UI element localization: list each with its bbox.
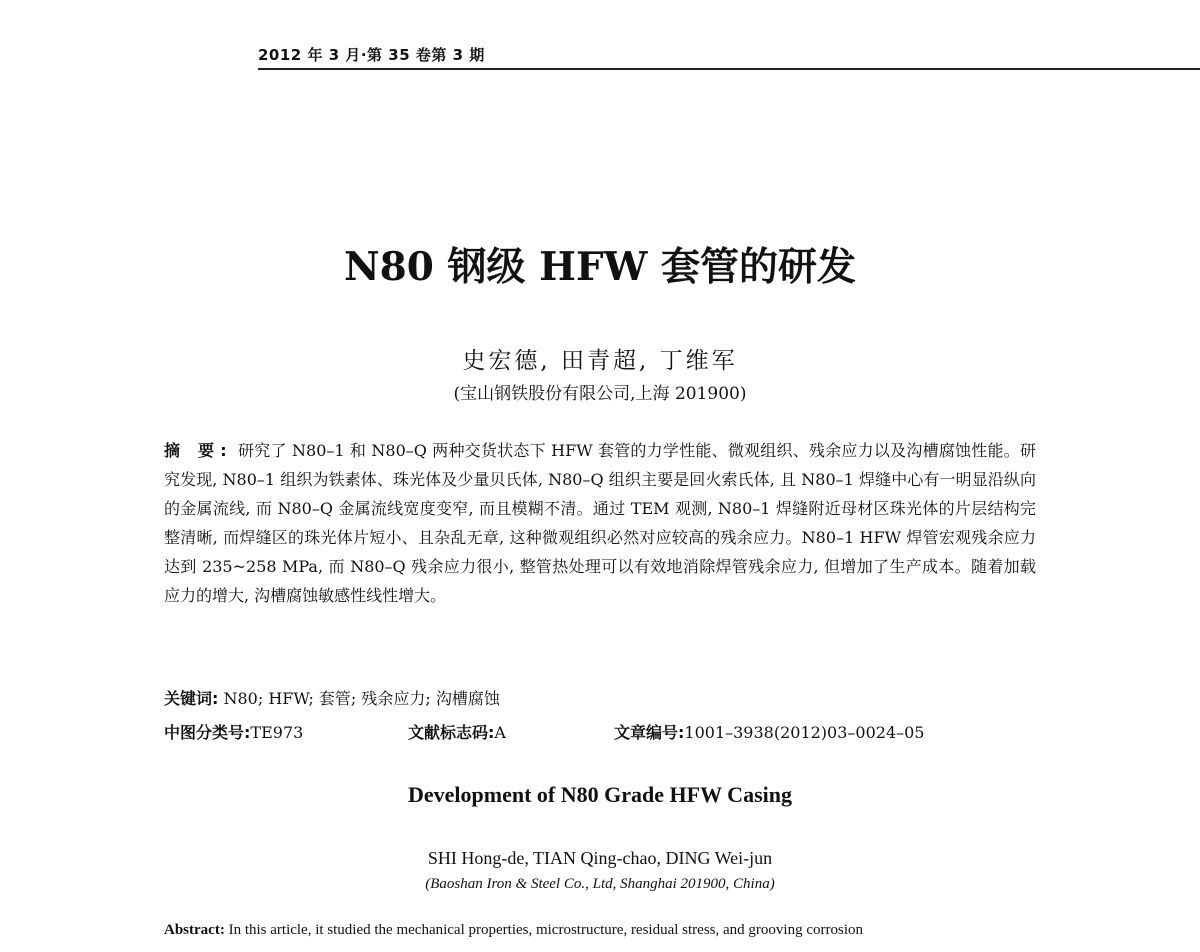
keywords: [164, 684, 1036, 713]
clc-number: [164, 720, 408, 743]
english-abstract-label: Abstract:: [164, 922, 225, 938]
header-rule: [258, 68, 1200, 70]
clc-value: TE973: [250, 723, 304, 742]
classification-line: [164, 720, 1064, 743]
document-code: [408, 720, 614, 743]
english-title: Development of N80 Grade HFW Casing: [408, 782, 792, 807]
clc-label: 中图分类号:: [164, 723, 251, 742]
english-affiliation: (Baoshan Iron & Steel Co., Ltd, Shanghai 201900, China): [425, 876, 775, 892]
abstract-cn-label: 摘 要:: [164, 441, 233, 460]
article-value: 1001–3938(2012)03–0024–05: [684, 723, 925, 742]
article-label: 文章编号:: [614, 723, 685, 742]
journal-issue-header: 2012 年 3 月·第 35 卷第 3 期: [258, 46, 485, 64]
english-abstract: [164, 922, 1064, 939]
doc-value: A: [494, 723, 506, 742]
abstract-cn-text: 研究了 N80–1 和 N80–Q 两种交货状态下 HFW 套管的力学性能、微观组织、残余应力以及沟槽腐蚀性能。研究发现, N80–1 组织为铁素体、珠光体及少量贝氏体, N80–Q 组织主要是回火索氏体, 且 N80–1 焊缝中心有一明显沿纵向的金属流线, 而 N80–Q 金属流线宽度变窄, 而且模糊不清。通过 TEM 观测, N80–1 焊缝附近母材区珠光体的片层结构完整清晰, 而焊缝区的珠光体片短小、且杂乱无章, 这种微观组织必然对应较高的残余应力。N80–1 HFW 焊管宏观残余应力达到 235~258 MPa, 而 N80–Q 残余应力很小, 整管热处理可以有效地消除焊管残余应力, 但增加了生产成本。随着加载应力的增大, 沟槽腐蚀敏感性线性增大。: [164, 441, 1036, 605]
paper-title: N80 钢级 HFW 套管的研发: [344, 244, 856, 290]
doc-label: 文献标志码:: [408, 723, 495, 742]
authors: 史宏德, 田青超, 丁维军: [462, 348, 738, 374]
article-number: [614, 720, 924, 743]
abstract-cn: [164, 436, 1036, 610]
keywords-label: 关键词:: [164, 689, 219, 708]
english-abstract-text: In this article, it studied the mechanical properties, microstructure, residual stress, and grooving corrosion: [228, 922, 863, 938]
keywords-text: N80; HFW; 套管; 残余应力; 沟槽腐蚀: [223, 689, 500, 708]
affiliation: (宝山钢铁股份有限公司,上海 201900): [453, 384, 747, 404]
english-authors: SHI Hong-de, TIAN Qing-chao, DING Wei-jun: [427, 848, 773, 868]
